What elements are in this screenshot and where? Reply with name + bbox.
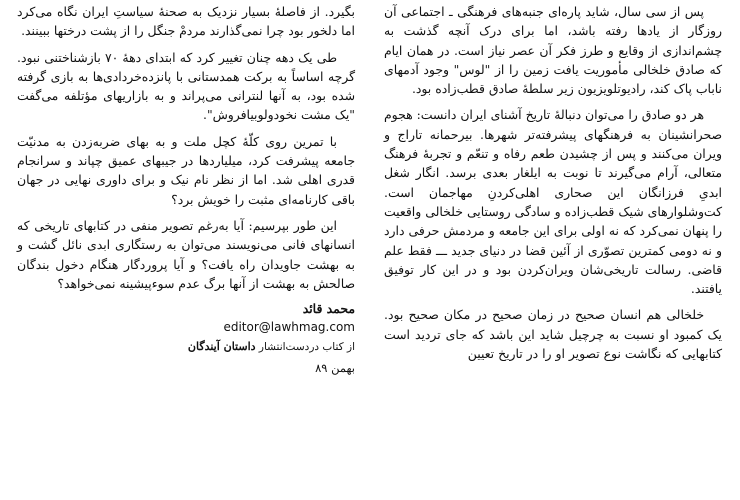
date: بهمن ۸۹ <box>315 361 355 376</box>
paragraph: با تمرین روی کلّهٔ کچل ملت و به بهای ضربه‌زدن به مدنیّت جامعه پیشرفت کرد، میلیاردها در جیبهای عمیق چپاند و سرانجام قدری اهلی شد. اما از نظر نام نیک و برای داوری نهایی در جهان باقی کارنامه‌ای مثبت را خویش برد؟ <box>17 133 355 207</box>
paragraph: بگیرد. از فاصلهٔ بسیار نزدیک به صحنهٔ سیاستِ ایران نگاه می‌کرد اما دلخور بود چرا نمی‌گذارند مردمْ جنگل را از پشت درختها ببینند. <box>17 4 355 39</box>
paragraph: خلخالی هم انسان صحیح در زمان صحیح در مکان صحیح بود. یک کمبود او نسبت به چرچیل شاید این باشد که جای تردید است کتابهایی که نگاشت نوع تصویر او را در تاریخ تعیین <box>384 307 722 362</box>
source-prefix: از کتاب دردست‌انتشار <box>258 341 355 354</box>
right-column <box>384 2 722 370</box>
signature-block <box>17 300 355 378</box>
book-title: داستان آیندگان <box>187 340 256 354</box>
left-column <box>17 2 355 378</box>
paragraph: این طور بپرسیم: آیا به‌رغم تصویر منفی در کتابهای تاریخی که انسانهای فانی می‌نویسند می‌توان به رستگاری ابدی نائل گشت و به بهشت جاویدان راه یافت؟ و آیا پروردگار هنگام دخول بندگان صالحش به بهشت از آنها برگ عدم سوءپیشینه نمی‌خواهد؟ <box>17 217 355 291</box>
author-name: محمد قائد <box>302 301 355 317</box>
paragraph: پس از سی سال، شاید پاره‌ای جنبه‌های فرهنگی ـ اجتماعی آن روزگار از یادها رفته باشد، اما برای درک آنچه گذشت به چشم‌اندازی از وقایع و طرز فکر آن عصر نیاز است. در همان ایام که صادق خلخالی مأموریت یافت زمین را از "لوس" وجود آدمهای ناباب پاک کند، رادیوتلویزیون زیر سلطهٔ صادق قطب‌زاده بود. <box>384 4 722 97</box>
source-line <box>17 336 355 358</box>
paragraph: طی یک دهه چنان تغییر کرد که ابتدای دههٔ ۷۰ بازشناختنی نبود. گرچه اساساً به برکت همدستانی با پانزده‌خردادی‌ها به بازی گرفته شده بود، به آنها لنترانی می‌پراند و به بازاریهای مؤتلفه می‌گفت "یک مشت نخودولوبیافروش". <box>17 49 355 123</box>
author-email[interactable]: editor@lawhmag.com <box>223 320 355 335</box>
paragraph: هر دو صادق را می‌توان دنبالهٔ تاریخ آشنای ایران دانست: هجوم صحرانشینان به فرهنگهای پیشرفته‌تر شهرها. بیرحمانه تاراج و ویران می‌کنند و پس از چشیدن طعم رفاه و تنعّم و تجربهٔ فرهنگ متعالی، آرام می‌گیرند تا نوبت به ایلغار بعدی برسد. انگار شغل ابدیِ فرزانگان این صحاری اهلی‌کردنِ مهاجمان است. کت‌وشلوارهای شیک قطب‌زاده و سادگی روستایی خلخالی واقعیت را پنهان نمی‌کرد که نه اولی برای این جامعه و مردمش حرفی دارد و نه دومی کمترین تصوّری از آئین قضا در دنیای جدید ـــ فقط علم قاضی. رسالت تاریخی‌شان ویران‌کردن بود و در این کار توفیق یافتند. <box>384 107 722 297</box>
